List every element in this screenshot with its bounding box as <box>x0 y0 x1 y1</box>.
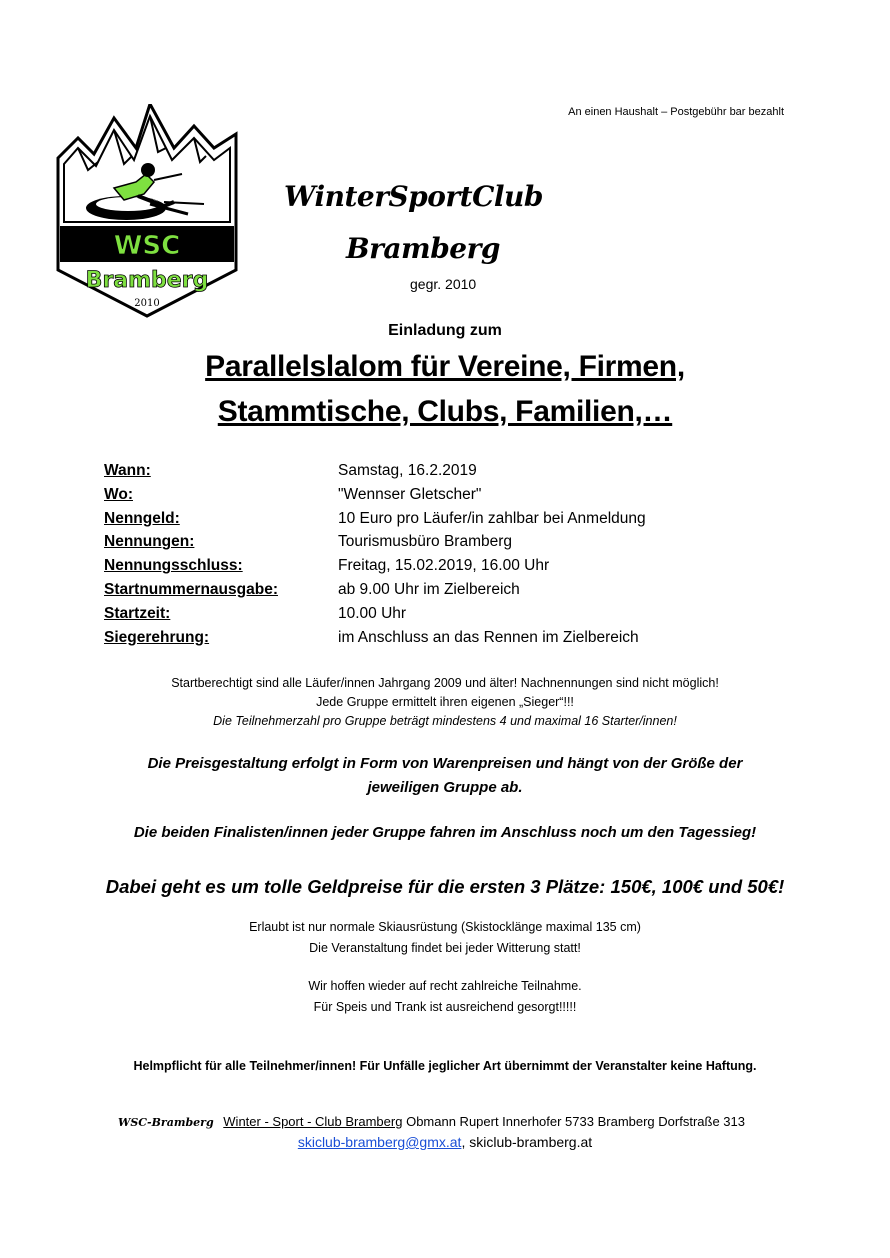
footer-contact <box>0 1134 890 1150</box>
detail-row-when <box>104 462 744 486</box>
detail-label: Startnummernausgabe: <box>104 580 278 598</box>
detail-label: Nennungsschluss: <box>104 557 243 575</box>
detail-label: Nennungen: <box>104 533 195 551</box>
event-details <box>104 462 744 652</box>
logo-place-text: Bramberg <box>85 268 209 293</box>
participation-text: Wir hoffen wieder auf recht zahlreiche Teilnahme. <box>308 979 582 993</box>
website-text: skiclub-bramberg.at <box>469 1134 593 1150</box>
detail-label: Wo: <box>104 485 133 503</box>
footer-address <box>118 1114 745 1129</box>
detail-row-entries <box>104 533 744 557</box>
detail-row-where <box>104 486 744 510</box>
detail-value: "Wennser Gletscher" <box>338 485 482 503</box>
group-size-text: Die Teilnehmerzahl pro Gruppe beträgt mindestens 4 und maximal 16 Starter/innen! <box>213 714 677 728</box>
detail-value: Freitag, 15.02.2019, 16.00 Uhr <box>338 557 550 575</box>
invitation-label: Einladung zum <box>388 322 502 339</box>
club-name-line1: WinterSportClub <box>284 180 543 213</box>
equipment-rule-text: Erlaubt ist nur normale Skiausrüstung (Skistocklänge maximal 135 cm) <box>249 920 641 934</box>
footer-club-name: Winter - Sport - Club Bramberg <box>223 1114 403 1129</box>
headline-line1: Parallelslalom für Vereine, Firmen, <box>205 350 685 383</box>
liability-notice: Helmpflicht für alle Teilnehmer/innen! Für Unfälle jeglicher Art übernimmt der Veranstalter keine Haftung. <box>133 1059 757 1073</box>
pricing-text <box>0 752 890 800</box>
detail-value: Tourismusbüro Bramberg <box>338 533 513 551</box>
club-logo <box>54 104 240 320</box>
email-link[interactable]: skiclub-bramberg@gmx.at <box>297 1134 462 1150</box>
headline-line2: Stammtische, Clubs, Familien,… <box>217 395 673 428</box>
footer-address-text: Obmann Rupert Innerhofer 5733 Bramberg Dorfstraße 313 <box>406 1114 745 1129</box>
detail-row-awards <box>104 629 744 653</box>
logo-year-text: 2010 <box>134 298 160 309</box>
detail-value: ab 9.00 Uhr im Zielbereich <box>338 580 520 598</box>
eligibility-text: Startberechtigt sind alle Läufer/innen Jahrgang 2009 und älter! Nachnennungen sind nicht möglich! <box>171 676 719 690</box>
detail-label: Wann: <box>104 462 151 479</box>
postal-note: An einen Haushalt – Postgebühr bar bezahlt <box>568 106 784 118</box>
detail-row-bib-issue <box>104 581 744 605</box>
finalists-text: Die beiden Finalisten/innen jeder Gruppe fahren im Anschluss noch um den Tagessieg! <box>133 824 757 841</box>
pricing-line2: jeweiligen Gruppe ab. <box>367 779 523 796</box>
footer-separator: , <box>461 1134 470 1150</box>
catering-text: Für Speis und Trank ist ausreichend gesorgt!!!!! <box>313 1000 577 1014</box>
detail-value: im Anschluss an das Rennen im Zielbereich <box>338 628 639 646</box>
detail-value: Samstag, 16.2.2019 <box>338 462 477 479</box>
detail-row-deadline <box>104 557 744 581</box>
detail-row-fee <box>104 510 744 534</box>
founded-year: gegr. 2010 <box>410 276 477 292</box>
detail-row-start-time <box>104 605 744 629</box>
detail-value: 10 Euro pro Läufer/in zahlbar bei Anmeldung <box>338 509 646 527</box>
group-winner-text: Jede Gruppe ermittelt ihren eigenen „Sieger“!!! <box>316 695 574 709</box>
logo-wsc-text: WSC <box>113 231 181 261</box>
detail-value: 10.00 Uhr <box>338 604 407 622</box>
footer-logo-text: WSC-Bramberg <box>118 1116 214 1129</box>
detail-label: Siegerehrung: <box>104 628 210 646</box>
detail-label: Nenngeld: <box>104 509 180 527</box>
detail-label: Startzeit: <box>104 604 171 622</box>
weather-rule-text: Die Veranstaltung findet bei jeder Witterung statt! <box>309 941 581 955</box>
pricing-line1: Die Preisgestaltung erfolgt in Form von Warenpreisen und hängt von der Größe der <box>147 755 743 772</box>
money-prizes-text: Dabei geht es um tolle Geldpreise für die ersten 3 Plätze: 150€, 100€ und 50€! <box>105 876 785 897</box>
club-name-line2: Bramberg <box>346 232 500 265</box>
